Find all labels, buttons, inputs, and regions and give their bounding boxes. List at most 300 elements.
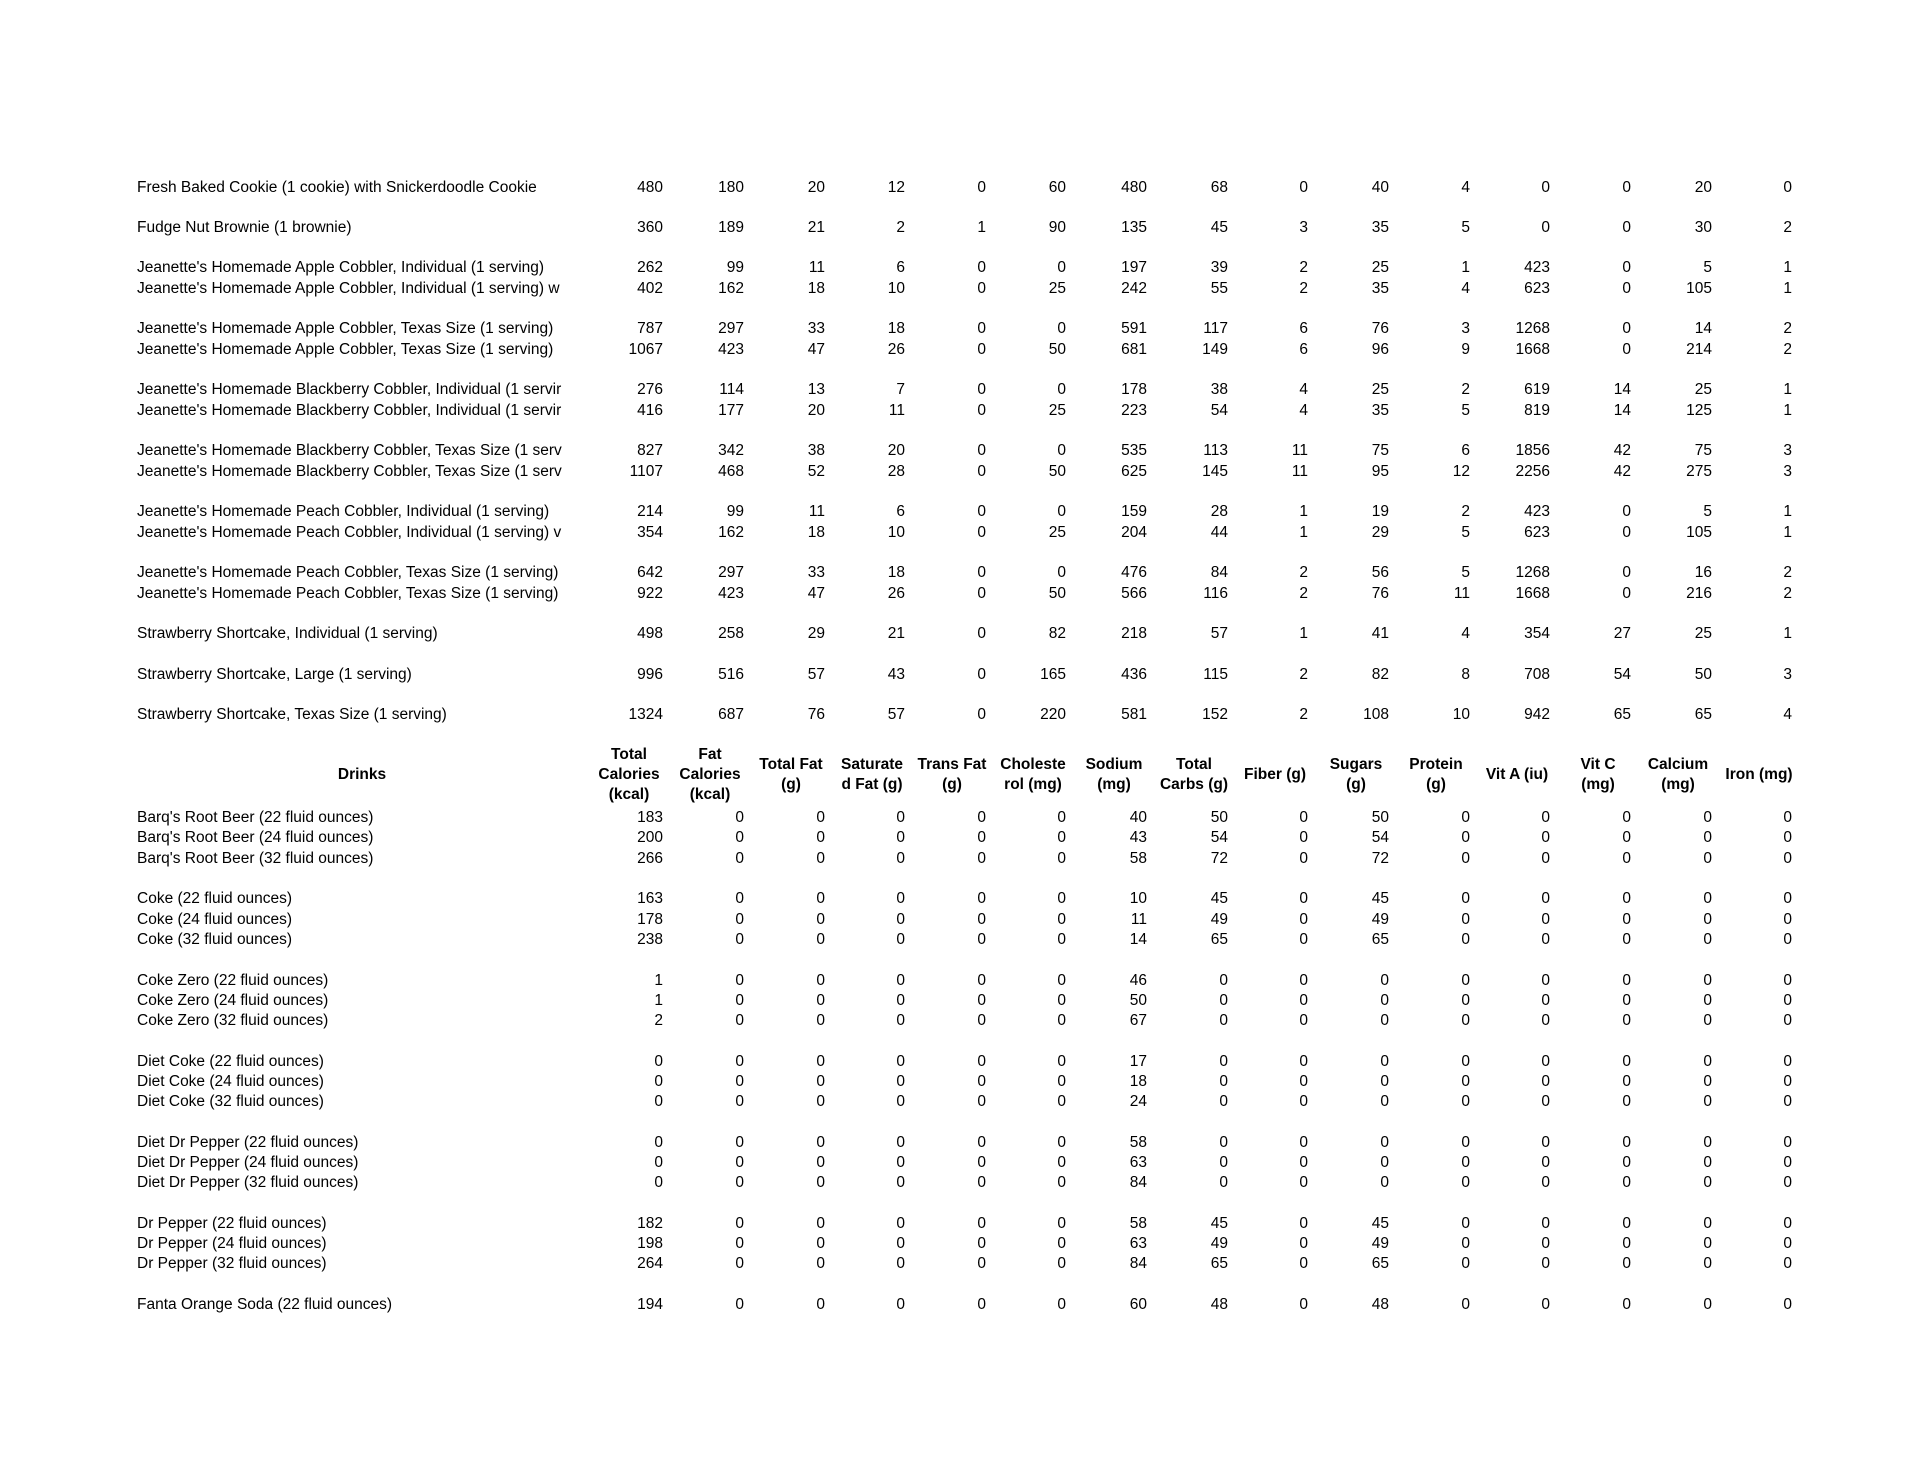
table-cell: 0: [1461, 1215, 1470, 1232]
column-header: [1476, 741, 1558, 809]
table-cell: 0: [1703, 992, 1712, 1009]
table-cell: 581: [1121, 706, 1147, 723]
table-cell: 3: [1783, 463, 1792, 480]
item-name: Strawberry Shortcake, Individual (1 serving): [137, 625, 438, 642]
table-cell: 35: [1371, 280, 1389, 297]
table-cell: 0: [1299, 1296, 1308, 1313]
table-cell: 0: [735, 1093, 744, 1110]
item-name: Dr Pepper (32 fluid ounces): [137, 1255, 327, 1272]
table-cell: 242: [1121, 280, 1147, 297]
table-cell: 0: [1057, 320, 1066, 337]
table-cell: 0: [1783, 931, 1792, 948]
table-cell: 0: [1703, 1134, 1712, 1151]
table-cell: 0: [735, 1073, 744, 1090]
table-row: [0, 401, 1920, 421]
table-cell: 0: [977, 1053, 986, 1070]
table-cell: 0: [896, 829, 905, 846]
table-cell: 625: [1121, 463, 1147, 480]
table-cell: 99: [726, 259, 744, 276]
table-cell: 0: [1703, 1012, 1712, 1029]
table-cell: 423: [1524, 503, 1550, 520]
table-cell: 0: [816, 1073, 825, 1090]
table-cell: 18: [1129, 1073, 1147, 1090]
table-row: [0, 1295, 1920, 1315]
table-cell: 0: [816, 829, 825, 846]
column-header-line: (kcal): [689, 786, 731, 803]
table-cell: 416: [637, 402, 663, 419]
table-row: [0, 971, 1920, 991]
table-cell: 2: [1299, 280, 1308, 297]
table-cell: 0: [1622, 585, 1631, 602]
table-cell: 787: [637, 320, 663, 337]
table-cell: 44: [1210, 524, 1228, 541]
table-cell: 436: [1121, 666, 1147, 683]
table-row: [0, 258, 1920, 278]
table-cell: 0: [1703, 890, 1712, 907]
table-cell: 204: [1121, 524, 1147, 541]
table-row: [0, 828, 1920, 848]
table-cell: 480: [637, 179, 663, 196]
table-cell: 0: [816, 972, 825, 989]
table-cell: 0: [1057, 381, 1066, 398]
table-cell: 0: [1057, 1093, 1066, 1110]
table-row: [0, 319, 1920, 339]
table-cell: 2256: [1515, 463, 1550, 480]
table-row: [0, 1254, 1920, 1274]
table-cell: 0: [1622, 179, 1631, 196]
table-cell: 3: [1783, 442, 1792, 459]
table-cell: 0: [1461, 850, 1470, 867]
table-cell: 214: [637, 503, 663, 520]
table-cell: 4: [1461, 280, 1470, 297]
item-name: Jeanette's Homemade Blackberry Cobbler, Texas Size (1 serv: [137, 442, 562, 459]
drinks-header-row: [0, 741, 1920, 809]
table-cell: 0: [1299, 1093, 1308, 1110]
table-cell: 0: [735, 1255, 744, 1272]
table-cell: 0: [1299, 911, 1308, 928]
item-name: Diet Coke (22 fluid ounces): [137, 1053, 324, 1070]
table-cell: 566: [1121, 585, 1147, 602]
table-cell: 2: [1299, 706, 1308, 723]
column-header: [992, 741, 1074, 809]
table-cell: 0: [1622, 1093, 1631, 1110]
table-cell: 11: [1453, 585, 1470, 602]
table-cell: 0: [977, 402, 986, 419]
table-cell: 0: [1461, 829, 1470, 846]
table-cell: 0: [1299, 1255, 1308, 1272]
table-cell: 48: [1371, 1296, 1389, 1313]
table-cell: 0: [896, 1134, 905, 1151]
table-cell: 0: [896, 1174, 905, 1191]
table-cell: 57: [1210, 625, 1228, 642]
table-cell: 33: [807, 564, 825, 581]
table-cell: 1: [1783, 381, 1792, 398]
table-cell: 827: [637, 442, 663, 459]
table-cell: 687: [718, 706, 744, 723]
table-cell: 11: [1130, 911, 1147, 928]
column-header: [1234, 741, 1316, 809]
table-cell: 45: [1371, 890, 1389, 907]
table-cell: 0: [1622, 1053, 1631, 1070]
table-cell: 0: [1299, 850, 1308, 867]
table-cell: 8: [1461, 666, 1470, 683]
table-cell: 58: [1129, 1134, 1147, 1151]
table-row: [0, 1052, 1920, 1072]
table-cell: 0: [977, 972, 986, 989]
table-cell: 2: [896, 219, 905, 236]
column-header: [1557, 741, 1639, 809]
table-cell: 0: [896, 1215, 905, 1232]
table-cell: 0: [735, 1296, 744, 1313]
table-cell: 1: [1299, 524, 1308, 541]
table-cell: 84: [1129, 1255, 1147, 1272]
item-name: Coke Zero (22 fluid ounces): [137, 972, 329, 989]
table-cell: 0: [1622, 931, 1631, 948]
table-row: [0, 910, 1920, 930]
table-cell: 0: [896, 1073, 905, 1090]
table-cell: 58: [1129, 850, 1147, 867]
table-row: [0, 1214, 1920, 1234]
table-cell: 0: [1380, 972, 1389, 989]
table-cell: 942: [1524, 706, 1550, 723]
table-cell: 0: [1380, 1012, 1389, 1029]
table-cell: 354: [637, 524, 663, 541]
table-cell: 0: [1299, 179, 1308, 196]
table-cell: 21: [887, 625, 905, 642]
item-name: Coke (24 fluid ounces): [137, 911, 293, 928]
table-cell: 0: [735, 972, 744, 989]
table-cell: 0: [977, 911, 986, 928]
table-cell: 10: [1452, 706, 1470, 723]
table-cell: 402: [637, 280, 663, 297]
table-cell: 75: [1694, 442, 1712, 459]
table-cell: 0: [1541, 1093, 1550, 1110]
column-header-line: Saturate: [840, 756, 904, 773]
table-cell: 50: [1048, 463, 1066, 480]
table-cell: 45: [1371, 1215, 1389, 1232]
table-row: [0, 1133, 1920, 1153]
table-cell: 0: [1622, 524, 1631, 541]
table-cell: 0: [896, 1154, 905, 1171]
table-cell: 0: [896, 1255, 905, 1272]
table-cell: 50: [1371, 809, 1389, 826]
table-cell: 0: [1783, 1215, 1792, 1232]
column-header-line: (g): [1346, 776, 1366, 793]
table-cell: 75: [1371, 442, 1389, 459]
table-cell: 12: [887, 179, 905, 196]
table-cell: 5: [1461, 402, 1470, 419]
table-cell: 47: [807, 341, 825, 358]
table-cell: 0: [977, 1134, 986, 1151]
table-cell: 0: [977, 463, 986, 480]
table-cell: 0: [816, 1296, 825, 1313]
table-cell: 38: [1210, 381, 1228, 398]
table-cell: 12: [1452, 463, 1470, 480]
table-cell: 0: [735, 911, 744, 928]
table-cell: 20: [807, 402, 825, 419]
table-cell: 28: [1210, 503, 1228, 520]
table-cell: 0: [816, 1154, 825, 1171]
table-cell: 0: [1299, 1174, 1308, 1191]
table-cell: 3: [1299, 219, 1308, 236]
table-cell: 1324: [628, 706, 663, 723]
table-cell: 0: [977, 341, 986, 358]
table-cell: 0: [1783, 1012, 1792, 1029]
item-name: Jeanette's Homemade Blackberry Cobbler, Texas Size (1 serv: [137, 463, 562, 480]
table-cell: 0: [1622, 219, 1631, 236]
column-header-line: Protein: [1409, 756, 1463, 773]
table-cell: 0: [1783, 1093, 1792, 1110]
table-cell: 0: [977, 1215, 986, 1232]
table-cell: 0: [816, 1255, 825, 1272]
table-cell: 25: [1048, 524, 1066, 541]
table-cell: 20: [887, 442, 905, 459]
table-cell: 0: [1541, 931, 1550, 948]
table-cell: 0: [977, 829, 986, 846]
table-cell: 0: [1622, 341, 1631, 358]
column-header: [588, 741, 670, 809]
table-cell: 20: [1694, 179, 1712, 196]
table-cell: 0: [1622, 1073, 1631, 1090]
table-cell: 0: [1541, 1215, 1550, 1232]
table-cell: 0: [1057, 442, 1066, 459]
table-cell: 0: [1299, 1073, 1308, 1090]
table-cell: 2: [1299, 666, 1308, 683]
column-header-line: (mg): [1581, 776, 1615, 793]
table-cell: 0: [1783, 1134, 1792, 1151]
table-cell: 264: [637, 1255, 663, 1272]
table-cell: 0: [1541, 1174, 1550, 1191]
table-cell: 0: [1380, 1093, 1389, 1110]
table-cell: 0: [816, 1053, 825, 1070]
table-cell: 0: [1299, 972, 1308, 989]
table-row: [0, 1234, 1920, 1254]
table-cell: 1: [1783, 524, 1792, 541]
table-cell: 0: [1057, 829, 1066, 846]
table-cell: 223: [1121, 402, 1147, 419]
table-cell: 24: [1129, 1093, 1147, 1110]
table-cell: 0: [654, 1073, 663, 1090]
table-cell: 17: [1129, 1053, 1147, 1070]
table-cell: 26: [887, 585, 905, 602]
table-cell: 14: [1694, 320, 1712, 337]
table-cell: 0: [977, 1174, 986, 1191]
table-cell: 0: [1541, 1053, 1550, 1070]
column-header-line: Carbs (g): [1159, 776, 1229, 793]
table-cell: 57: [807, 666, 825, 683]
table-cell: 200: [637, 829, 663, 846]
table-row: [0, 665, 1920, 685]
table-cell: 21: [807, 219, 825, 236]
table-cell: 50: [1129, 992, 1147, 1009]
table-cell: 6: [896, 503, 905, 520]
table-cell: 14: [1613, 402, 1631, 419]
table-cell: 116: [1203, 585, 1228, 602]
table-cell: 0: [735, 850, 744, 867]
table-cell: 50: [1048, 341, 1066, 358]
table-cell: 0: [1622, 809, 1631, 826]
table-cell: 1668: [1515, 341, 1550, 358]
table-cell: 0: [1783, 809, 1792, 826]
table-cell: 2: [1461, 503, 1470, 520]
table-cell: 0: [1380, 992, 1389, 1009]
table-cell: 0: [1461, 992, 1470, 1009]
table-cell: 4: [1783, 706, 1792, 723]
table-cell: 29: [1371, 524, 1389, 541]
table-cell: 0: [1380, 1073, 1389, 1090]
table-cell: 56: [1371, 564, 1389, 581]
table-cell: 2: [1783, 320, 1792, 337]
table-cell: 0: [1622, 992, 1631, 1009]
table-cell: 0: [977, 585, 986, 602]
table-cell: 0: [1219, 1053, 1228, 1070]
table-row: [0, 705, 1920, 725]
table-cell: 25: [1371, 381, 1389, 398]
table-cell: 0: [816, 1134, 825, 1151]
table-cell: 11: [1291, 442, 1308, 459]
table-cell: 0: [1299, 1215, 1308, 1232]
table-cell: 708: [1524, 666, 1550, 683]
table-cell: 194: [637, 1296, 663, 1313]
table-cell: 41: [1371, 625, 1389, 642]
table-cell: 0: [1461, 1154, 1470, 1171]
table-cell: 5: [1703, 503, 1712, 520]
table-cell: 4: [1299, 402, 1308, 419]
item-name: Jeanette's Homemade Peach Cobbler, Individual (1 serving): [137, 503, 550, 520]
table-cell: 0: [1057, 992, 1066, 1009]
table-row: [0, 441, 1920, 461]
table-cell: 54: [1613, 666, 1631, 683]
table-cell: 113: [1203, 442, 1228, 459]
table-cell: 0: [1299, 809, 1308, 826]
table-cell: 6: [1461, 442, 1470, 459]
table-cell: 0: [977, 890, 986, 907]
table-cell: 0: [1622, 1296, 1631, 1313]
table-row: [0, 523, 1920, 543]
table-cell: 819: [1524, 402, 1550, 419]
table-cell: 0: [1783, 1154, 1792, 1171]
table-cell: 0: [977, 809, 986, 826]
table-cell: 0: [1219, 972, 1228, 989]
table-cell: 18: [807, 524, 825, 541]
item-name: Barq's Root Beer (32 fluid ounces): [137, 850, 374, 867]
table-cell: 0: [977, 179, 986, 196]
table-cell: 0: [1783, 1255, 1792, 1272]
table-cell: 220: [1040, 706, 1066, 723]
table-cell: 0: [1461, 809, 1470, 826]
table-cell: 10: [887, 280, 905, 297]
table-cell: 0: [1783, 911, 1792, 928]
table-cell: 0: [896, 1012, 905, 1029]
table-cell: 0: [816, 1012, 825, 1029]
column-header: [1718, 741, 1800, 809]
item-name: Fudge Nut Brownie (1 brownie): [137, 219, 352, 236]
item-name: Jeanette's Homemade Apple Cobbler, Individual (1 serving) w: [137, 280, 560, 297]
table-cell: 0: [1622, 850, 1631, 867]
table-cell: 26: [887, 341, 905, 358]
column-header-line: Choleste: [1000, 756, 1066, 773]
column-header-line: d Fat (g): [841, 776, 903, 793]
column-header-line: Fat: [698, 746, 722, 763]
table-cell: 65: [1613, 706, 1631, 723]
column-header-line: Calories: [679, 766, 741, 783]
table-cell: 159: [1121, 503, 1147, 520]
item-name: Dr Pepper (24 fluid ounces): [137, 1235, 327, 1252]
table-cell: 0: [1219, 1154, 1228, 1171]
table-cell: 1268: [1515, 320, 1550, 337]
table-cell: 0: [1703, 829, 1712, 846]
table-cell: 0: [1299, 1053, 1308, 1070]
table-row: [0, 340, 1920, 360]
table-cell: 0: [1541, 809, 1550, 826]
table-cell: 0: [1703, 931, 1712, 948]
table-cell: 0: [1783, 1073, 1792, 1090]
table-cell: 2: [1461, 381, 1470, 398]
item-name: Coke (32 fluid ounces): [137, 931, 293, 948]
table-cell: 0: [816, 1235, 825, 1252]
table-cell: 0: [1703, 809, 1712, 826]
table-cell: 0: [1541, 219, 1550, 236]
table-cell: 0: [1380, 1134, 1389, 1151]
item-name: Jeanette's Homemade Peach Cobbler, Texas Size (1 serving): [137, 564, 559, 581]
table-cell: 0: [654, 1053, 663, 1070]
table-cell: 68: [1210, 179, 1228, 196]
table-cell: 28: [887, 463, 905, 480]
table-cell: 11: [808, 259, 825, 276]
item-name: Jeanette's Homemade Blackberry Cobbler, Individual (1 servir: [137, 381, 562, 398]
table-cell: 0: [896, 972, 905, 989]
table-row: [0, 930, 1920, 950]
table-cell: 342: [718, 442, 744, 459]
table-cell: 0: [1703, 1053, 1712, 1070]
table-cell: 11: [1291, 463, 1308, 480]
table-cell: 214: [1686, 341, 1712, 358]
table-cell: 0: [1057, 931, 1066, 948]
table-cell: 0: [977, 666, 986, 683]
table-cell: 0: [977, 1012, 986, 1029]
table-cell: 162: [718, 280, 744, 297]
column-header: [750, 741, 832, 809]
table-cell: 178: [1121, 381, 1147, 398]
table-cell: 1: [1783, 402, 1792, 419]
table-row: [0, 849, 1920, 869]
table-cell: 0: [1783, 1174, 1792, 1191]
table-cell: 0: [1541, 890, 1550, 907]
table-cell: 54: [1371, 829, 1389, 846]
table-cell: 297: [718, 320, 744, 337]
item-name: Barq's Root Beer (24 fluid ounces): [137, 829, 374, 846]
table-cell: 0: [1057, 890, 1066, 907]
table-cell: 2: [1783, 564, 1792, 581]
table-row: [0, 462, 1920, 482]
table-cell: 0: [735, 829, 744, 846]
item-name: Jeanette's Homemade Blackberry Cobbler, Individual (1 servir: [137, 402, 562, 419]
table-cell: 35: [1371, 219, 1389, 236]
table-cell: 57: [887, 706, 905, 723]
table-cell: 0: [1783, 1235, 1792, 1252]
table-cell: 0: [896, 890, 905, 907]
table-cell: 5: [1461, 524, 1470, 541]
table-cell: 0: [1380, 1154, 1389, 1171]
table-cell: 0: [654, 1174, 663, 1191]
table-cell: 25: [1048, 280, 1066, 297]
table-cell: 90: [1048, 219, 1066, 236]
table-cell: 0: [654, 1093, 663, 1110]
table-cell: 0: [1461, 890, 1470, 907]
table-row: [0, 808, 1920, 828]
table-cell: 11: [888, 402, 905, 419]
table-cell: 0: [1057, 1154, 1066, 1171]
